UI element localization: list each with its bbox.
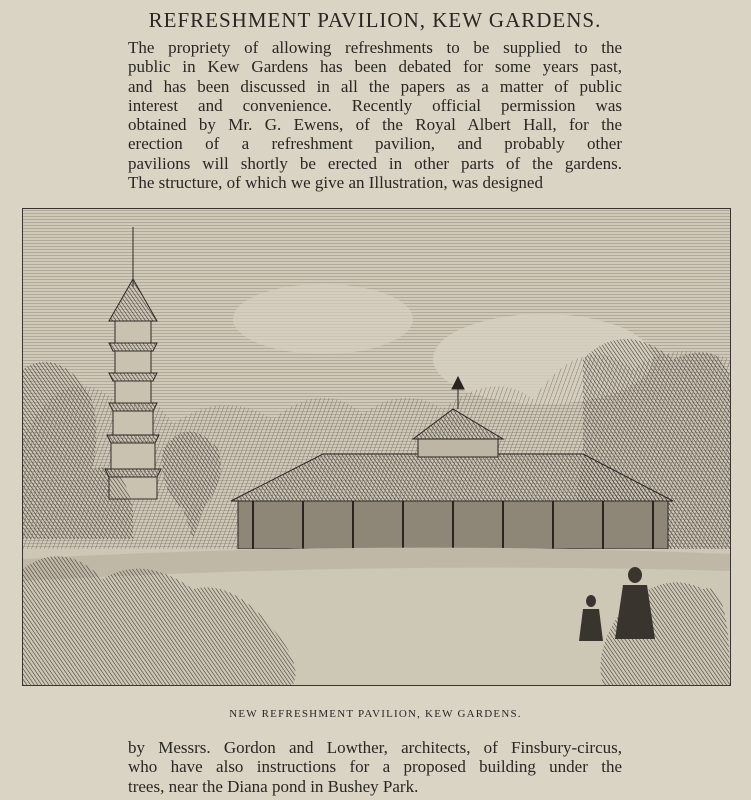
intro-line: obtained by Mr. G. Ewens, of the Royal Albert Hall, for the <box>128 115 622 135</box>
intro-paragraph <box>128 38 622 192</box>
closing-line: who have also instructions for a proposed building under the <box>128 757 622 777</box>
intro-line: The propriety of allowing refreshments to be supplied to the <box>128 38 622 57</box>
intro-line: pavilions will shortly be erected in other parts of the gardens. <box>128 153 622 173</box>
intro-line: public in Kew Gardens has been debated for some years past, <box>128 57 622 77</box>
article-title: REFRESHMENT PAVILION, KEW GARDENS. <box>148 8 602 32</box>
closing-line: by Messrs. Gordon and Lowther, architects, of Finsbury-circus, <box>128 738 622 757</box>
pavilion-engraving <box>22 208 731 686</box>
illustration-caption: NEW REFRESHMENT PAVILION, KEW GARDENS. <box>229 708 522 720</box>
closing-paragraph <box>128 738 622 796</box>
cloud <box>233 284 413 354</box>
intro-line: The structure, of which we give an Illustration, was designed <box>128 173 543 193</box>
intro-line: erection of a refreshment pavilion, and probably other <box>128 134 622 154</box>
intro-line: and has been discussed in all the papers as a matter of public <box>128 76 622 96</box>
intro-line: interest and convenience. Recently official permission was <box>128 95 622 115</box>
closing-line: trees, near the Diana pond in Bushey Park. <box>128 776 419 796</box>
